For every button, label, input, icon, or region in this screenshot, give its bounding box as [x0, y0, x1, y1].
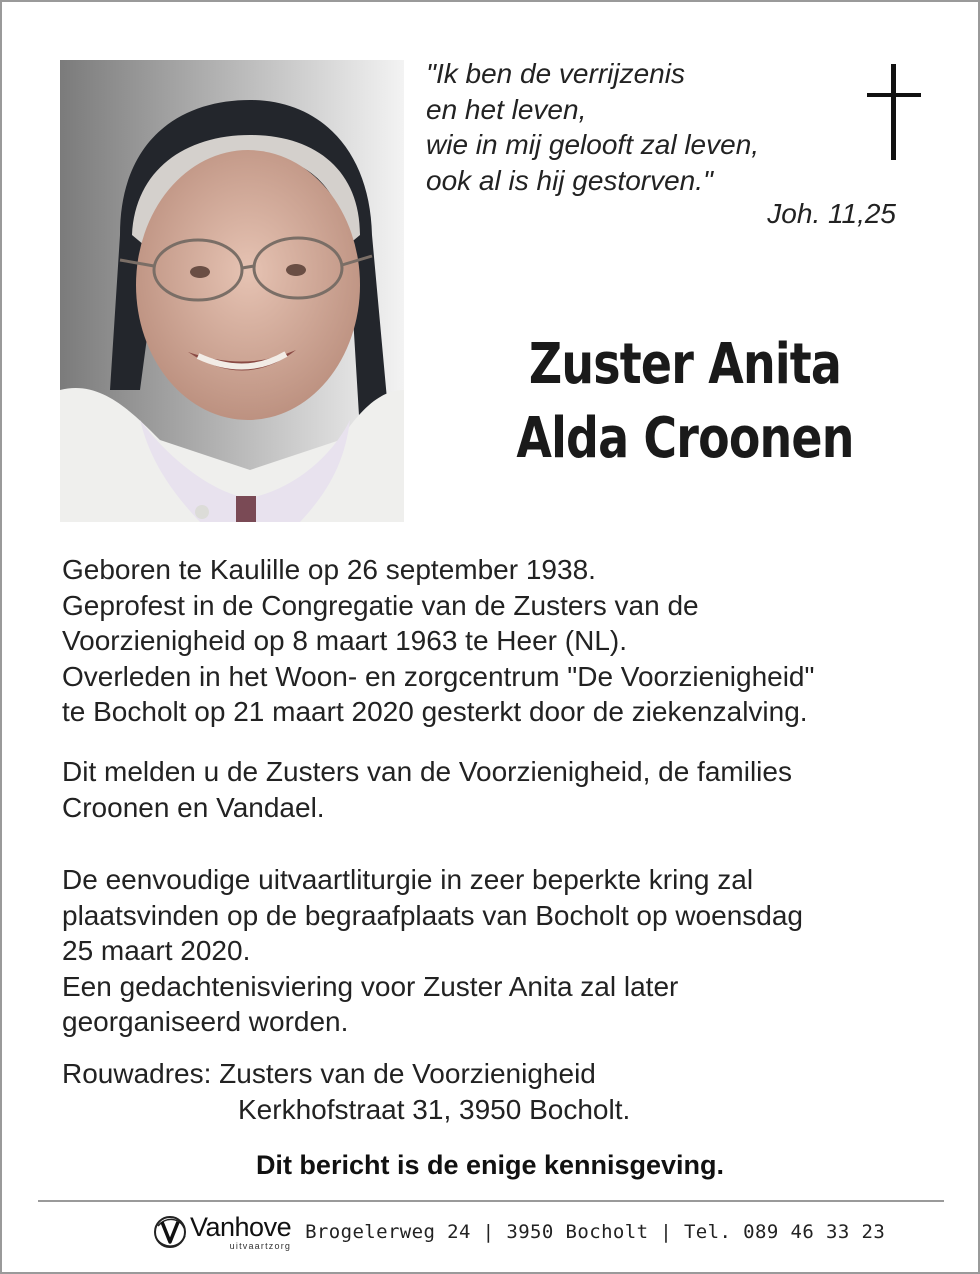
sole-notice: Dit bericht is de enige kennisgeving. — [255, 1150, 725, 1180]
name-line-2: Alda Croonen — [516, 406, 854, 471]
scripture-reference: Joh. 11,25 — [767, 198, 896, 229]
text-line: De eenvoudige uitvaartliturgie in zeer beperkte kring zal — [62, 864, 754, 895]
text-line: Een gedachtenisviering voor Zuster Anita zal later — [62, 970, 679, 1002]
text-line: 25 maart 2020. — [62, 935, 251, 966]
text-line: georganiseerd worden. — [62, 1006, 349, 1037]
text-line: plaatsvinden op de begraafplaats van Bocholt op woensdag — [62, 899, 803, 931]
portrait-illustration — [60, 60, 404, 522]
portrait-photo — [60, 60, 404, 522]
logo-subtitle: uitvaartzorg — [229, 1240, 292, 1251]
deceased-name — [486, 328, 885, 476]
text-line: Geprofest in de Congregatie van de Zusters van de — [62, 589, 699, 621]
cross-icon — [864, 64, 924, 167]
vanhove-logo — [152, 1212, 291, 1252]
funeral-paragraph — [62, 862, 942, 1040]
text-line: Geboren te Kaulille op 26 september 1938. — [62, 554, 596, 585]
footer-contact: Brogelerweg 24 | 3950 Bocholt | Tel. 089 46 33 23 — [305, 1221, 886, 1243]
biography-paragraph — [62, 552, 942, 730]
announcement-paragraph — [62, 754, 942, 825]
funeral-home-footer — [152, 1208, 912, 1256]
quote-line: en het leven, — [426, 93, 587, 125]
condolence-address — [62, 1056, 630, 1127]
text-line: Croonen en Vandael. — [62, 791, 325, 823]
divider — [38, 1200, 944, 1202]
logo-name: Vanhove — [190, 1211, 292, 1242]
quote-line: ook al is hij gestorven." — [426, 164, 713, 196]
quote-line: wie in mij gelooft zal leven, — [426, 129, 760, 160]
address-label: Rouwadres: Zusters van de Voorzienigheid — [62, 1058, 596, 1089]
text-line: Dit melden u de Zusters van de Voorzienigheid, de families — [62, 756, 792, 787]
address-street: Kerkhofstraat 31, 3950 Bocholt. — [238, 1093, 631, 1125]
text-line: te Bocholt op 21 maart 2020 gesterkt door de ziekenzalving. — [62, 696, 808, 727]
text-line: Voorzienigheid op 8 maart 1963 te Heer (NL). — [62, 625, 627, 656]
quote-line: "Ik ben de verrijzenis — [426, 58, 685, 89]
scripture-quote — [426, 56, 906, 198]
name-line-1: Zuster Anita — [528, 332, 842, 397]
text-line: Overleden in het Woon- en zorgcentrum "De Voorzienigheid" — [62, 660, 815, 692]
v-emblem-icon — [152, 1212, 188, 1252]
